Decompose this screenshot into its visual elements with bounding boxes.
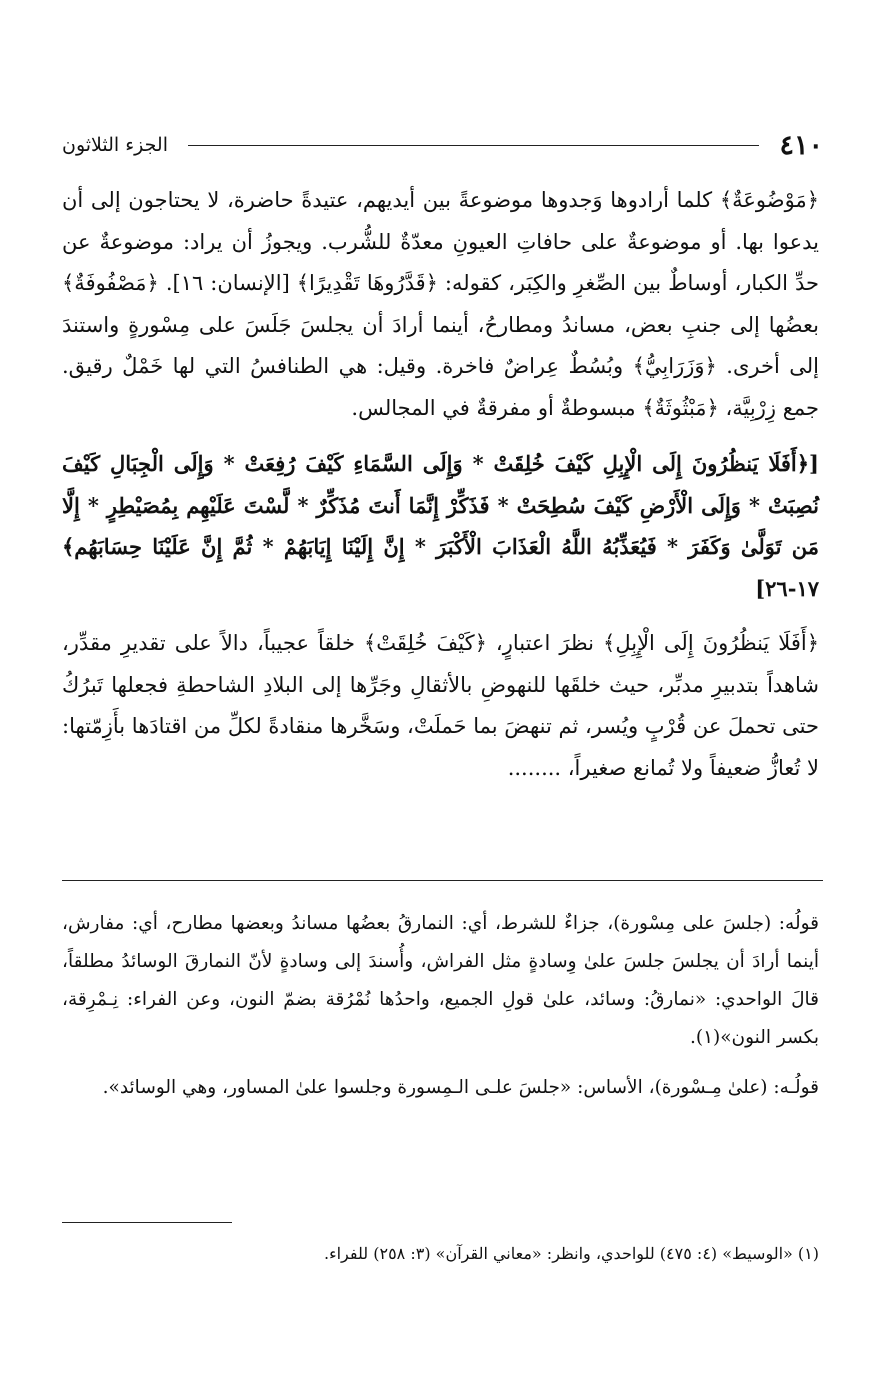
commentary-text [62, 180, 819, 803]
note-paragraph-2: قولُـه: (علىٰ مِـسْورة)، الأساس: «جلسَ علـى الـمِسورة وجلسوا علىٰ المساور، وهي الوسائد». [102, 1077, 819, 1098]
commentary-paragraph-2: ﴿أَفَلَا يَنظُرُونَ إِلَى الْإِبِلِ﴾ نظرَ اعتبارٍ، ﴿كَيْفَ خُلِقَتْ﴾ خلقاً عجيباً، دالاً على تقديرِ مقدِّر، شاهداً بتدبيرِ مدبِّر، حيث خلقَها للنهوضِ بالأثقالِ وجَرِّها إلى البلادِ الشاحطةِ فجعلها تَبرُكُ حتى تحملَ عن قُرْبٍ ويُسر، ثم تنهضَ بما حَملَتْ، وسَخَّرها منقادةً لكلِّ من اقتادَها بأَزِمّتها: لا تُعازُّ ضعيفاً ولا تُمانع صغيراً، ........ [62, 631, 819, 780]
reference-divider [62, 1222, 232, 1223]
commentary-paragraph-1: ﴿مَوْضُوعَةٌ﴾ كلما أرادوها وَجدوها موضوعةً بين أيديهم، عتيدةً حاضرة، لا يحتاجون إلى أن يدعوا بها. أو موضوعةٌ على حافاتِ العيونِ معدّةٌ للشُّرب. ويجوزُ أن يراد: موضوعةٌ عن حدِّ الكبار، أوساطٌ بين الصِّغرِ والكِبَر، كقوله: ﴿قَدَّرُوهَا تَقْدِيرًا﴾ [الإنسان: ١٦]. ﴿مَصْفُوفَةٌ﴾ بعضُها إلى جنبِ بعض، مساندُ ومطارحُ، أينما أرادَ أن يجلسَ جَلَسَ على مِسْورةٍ واستندَ إلى أخرى. ﴿وَزَرَابِيُّ﴾ وبُسُطٌ عِراضٌ فاخرة. وقيل: هي الطنافسُ التي لها خَمْلٌ رقيق. جمع زِرْبِيَّة، ﴿مَبْثُوثَةٌ﴾ مبسوطةٌ أو مفرقةٌ في المجالس. [62, 188, 820, 420]
header-rule [188, 145, 760, 146]
quran-verses-paragraph: [﴿أَفَلَا يَنظُرُونَ إِلَى الْإِبِلِ كَيْفَ خُلِقَتْ * وَإِلَى السَّمَاءِ كَيْفَ رُفِعَتْ * وَإِلَى الْجِبَالِ كَيْفَ نُصِبَتْ * وَإِلَى الْأَرْضِ كَيْفَ سُطِحَتْ * فَذَكِّرْ إِنَّمَا أَنتَ مُذَكِّرٌ * لَّسْتَ عَلَيْهِم بِمُصَيْطِرٍ * إِلَّا مَن تَوَلَّىٰ وَكَفَرَ * فَيُعَذِّبُهُ اللَّهُ الْعَذَابَ الْأَكْبَرَ * إِنَّ إِلَيْنَا إِيَابَهُمْ * ثُمَّ إِنَّ عَلَيْنَا حِسَابَهُم﴾ ١٧-٢٦] [62, 451, 819, 601]
running-title: الجزء الثلاثون [62, 134, 168, 156]
footnote-divider [62, 880, 823, 881]
page-header [62, 125, 823, 165]
footnote-reference: (١) «الوسيط» (٤: ٤٧٥) للواحدي، وانظر: «معاني القرآن» (٣: ٢٥٨) للفراء. [323, 1244, 819, 1263]
note-paragraph-1: قولُه: (جلسَ على مِسْورة)، جزاءٌ للشرط، أي: النمارقُ بعضُها مساندُ وبعضها مطارح، أي: مفارش، أينما أرادَ أن يجلسَ جلسَ علىٰ وِسادةٍ مثل الفراش، وأُسندَ إلى وسادةٍ لأنّ النمارقَ الوسائدُ مطلقاً، قالَ الواحدي: «نمارقُ: وسائد، علىٰ قولِ الجميع، واحدُها نُمْرُقة بضمّ النون، وعن الفراء: نِـمْرِقة، بكسر النون»(١). [62, 913, 819, 1048]
marginal-notes [62, 905, 819, 1119]
page-number: ٤١٠ [779, 129, 823, 161]
